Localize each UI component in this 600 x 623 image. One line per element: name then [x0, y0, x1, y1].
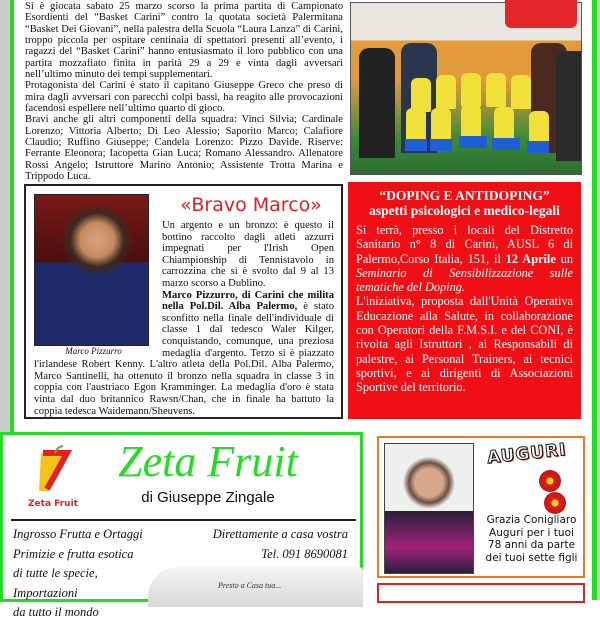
photo-caption: Marco Pizzurro [65, 346, 122, 356]
flower-icon [539, 470, 561, 492]
article-paragraph: Bravi anche gli altri componenti della squadra: Vinci Silvia; Cardinale Lorenzo; Vittoria Alberto; Di Leo Alessio; Saporito Marco; Calafiore Claudio; Ruffino Giuseppe; Candela Lorenzo: Pizzo Davide. Riserve: Ferrante Eleonora; Iacopetta Gian Luca; Romano Alessandro. Allenatore Rossi Angelo; Istruttore Marino Antonio; Assistente Trotta Marina e Trippodo Luca. [25, 114, 343, 183]
article-intro: Un argento e un bronzo: è questo il bottino raccolto dagli atleti azzurri impegnati per l'Irish Open Chiampionship di Tennistavolo in carrozzina che si è svolto dal 9 al 13 marzo scorso a Dublino. [162, 220, 334, 289]
phone-number: Tel. 091 8690081 [261, 546, 348, 561]
text-line: Direttamente a casa vostra [212, 527, 348, 541]
article-bold: Marco Pizzurro, di Carini che milita nella Pol.Dil. Alba Palermo, [162, 289, 334, 313]
auguri-title: AUGURI [486, 439, 568, 469]
logo-text: Zeta Fruit [28, 499, 78, 509]
text-line: 78 anni da parte [487, 539, 576, 551]
divider [11, 519, 356, 521]
article-rest: è stato sconfitto nella finale dell'individuale di classe 1 dal tedesco Waler Kilger, conquistando, comunque, una preziosa medaglia d'argento. Terzo si è piazzato l'irlandese Robert Kenny. L'altro atleta della Pol.Dil. Alba Palermo, Marco Santinelli, ha ottenuto il bronzo nella squadra in classe 3 in coppia con l'austriaco Egon Kramminger. La medaglia d'oro è stata vinta dal duo britannico Rawsn/Chan, che in finale ha battuto la coppia tedesca Waidemann/Sheuvens. [34, 301, 334, 417]
bravo-marco-article [24, 184, 343, 419]
ad-subtitle: di Giuseppe Zingale [141, 489, 275, 506]
text: un [555, 251, 573, 266]
zeta-fruit-ad [0, 432, 363, 619]
cartoon-image [505, 0, 577, 28]
article-title: «Bravo Marco» [180, 194, 322, 216]
article-title: “DOPING E ANTIDOPING” [379, 188, 550, 203]
article-body [34, 220, 334, 417]
ad-services [13, 525, 173, 623]
apple-logo-icon [33, 445, 73, 497]
text-line: Auguri per i tuoi [489, 526, 574, 539]
auguri-box-2 [377, 583, 585, 603]
ad-title: Zeta Fruit [118, 437, 298, 486]
text-line: Ingrosso Frutta e Ortaggi [13, 527, 143, 541]
auguri-message [479, 514, 584, 564]
green-border-left [10, 0, 14, 432]
delivery-van-image [148, 567, 363, 607]
portrait-photo [384, 443, 474, 574]
text: Si terrà, presso i locali del Distretto Sanitario n° 8 di Carini, AUSL 6 di Palermo,Corso Italia, 151, il [356, 223, 573, 266]
auguri-box [377, 436, 585, 578]
article-body [356, 223, 573, 395]
article-paragraph: Protagonista del Carini è stato il capitano Giuseppe Greco che preso di mira dagli avversari con parecchi colpi bassi, ha reagito alle provocazioni facendosi espellere nell’ultimo quarto di gioco. [25, 80, 343, 115]
seminar-title: Seminario di Sensibilizzazione sulle tematiche del Doping. [356, 265, 573, 295]
date: 12 Aprile [505, 251, 556, 266]
text-line: Importazioni [13, 585, 78, 600]
text-line: Grazia Conigliaro [486, 514, 577, 526]
ad-contact [193, 525, 348, 564]
text-line: di tutte le specie, [13, 566, 98, 580]
text-line: Primizie e frutta esotica [13, 546, 134, 561]
van-text: Presto a Casa tua... [218, 581, 282, 590]
doping-article [348, 182, 581, 419]
article-paragraph: Si è giocata sabato 25 marzo scorso la prima partita di Campionato Esordienti del “Basket Carini” contro la quotata società Palermitana “Basket Dei Giovani”, nella palestra della Scuola “Laura Lanza” di Carini, troppo piccola per ospitare centinaia di spettatori presenti all’evento, i ragazzi del “Basket Carini” hanno entusiasmato il loro pubblico con una partita mozzafiato finita in parità 29 a 29 e vinta dagli avversari nell’ultimo minuto dei tempi supplementari. [25, 1, 343, 81]
article-subtitle: aspetti psicologici e medico-legali [369, 203, 560, 218]
text-line: dei tuoi sette figli [485, 551, 578, 564]
flower-icon [544, 492, 566, 514]
text: L'iniziativa, proposta dall'Unità Operativa Educazione alla Salute, in collaborazione con Operatori della F.M.S.I. e del CONI, è rivolta agli Istruttori , ai Responsabili di palestre, ai Personal Trainers, ai tecnici sportivi, e ai dirigenti di Associazioni Sportive del territorio. [356, 294, 573, 395]
basket-article [25, 1, 343, 183]
text-line: da tutto il mondo [13, 605, 99, 619]
